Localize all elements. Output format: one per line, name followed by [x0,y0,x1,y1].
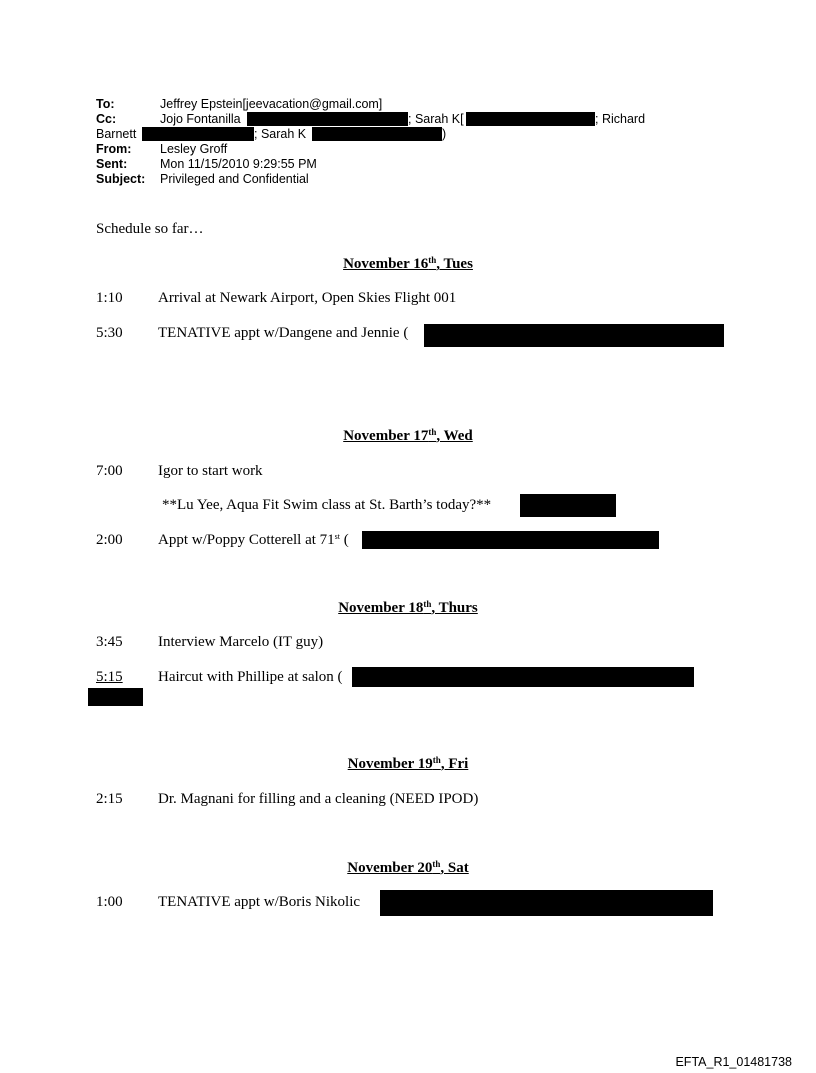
entry-time: 2:00 [96,532,123,548]
entry-text: Haircut with Phillipe at salon ( [158,669,343,685]
entry-time: 3:45 [96,634,123,650]
entry-time: 5:30 [96,325,123,341]
redaction-block [352,667,694,687]
day-heading-nov-16: November 16th, Tues [343,255,473,272]
header-from-label: From: [96,142,132,156]
header-from-value: Lesley Groff [160,142,228,156]
header-cc-part2: ; Sarah K[ [408,112,464,126]
entry-text: Appt w/Poppy Cotterell at 71st ( [158,532,349,548]
entry-time: 7:00 [96,463,123,479]
header-sent-value: Mon 11/15/2010 9:29:55 PM [160,157,317,171]
document-id: EFTA_R1_01481738 [675,1055,792,1069]
redaction-block [247,112,408,126]
intro-text: Schedule so far… [96,221,204,237]
entry-text: Igor to start work [158,463,263,479]
header-cc-line2-part2: ; Sarah K [254,127,307,141]
header-to-value: Jeffrey Epstein[jeevacation@gmail.com] [160,97,383,111]
redaction-block [424,324,724,347]
entry-text: TENATIVE appt w/Boris Nikolic [158,894,361,910]
redaction-block [142,127,254,141]
header-cc-line2-part3: ) [442,127,447,141]
header-sent-label: Sent: [96,157,128,171]
header-cc-part3: ; Richard [595,112,646,126]
day-heading-nov-19: November 19th, Fri [347,755,469,772]
header-to-label: To: [96,97,115,111]
redaction-block [466,112,595,126]
entry-time: 1:10 [96,290,123,306]
redaction-block [520,494,616,517]
entry-time: 5:15 [96,669,123,685]
entry-text: Interview Marcelo (IT guy) [158,634,324,650]
day-heading-nov-17: November 17th, Wed [343,427,473,444]
day-heading-nov-18: November 18th, Thurs [338,599,478,616]
header-subject-value: Privileged and Confidential [160,172,309,186]
redaction-block [312,127,442,141]
header-cc-label: Cc: [96,112,117,126]
redaction-block [380,890,713,916]
redaction-block [88,688,143,706]
day-heading-nov-20: November 20th, Sat [347,859,469,876]
header-cc-line2-part1: Barnett [96,127,137,141]
entry-text: Dr. Magnani for filling and a cleaning (NEED IPOD) [158,791,479,807]
header-subject-label: Subject: [96,172,146,186]
header-cc-part1: Jojo Fontanilla [160,112,241,126]
entry-text: Arrival at Newark Airport, Open Skies Flight 001 [158,290,457,306]
entry-time: 2:15 [96,791,123,807]
redaction-block [362,531,659,549]
entry-note: **Lu Yee, Aqua Fit Swim class at St. Barth’s today?** [162,497,492,513]
entry-time: 1:00 [96,894,123,910]
entry-text: TENATIVE appt w/Dangene and Jennie ( [158,325,409,341]
